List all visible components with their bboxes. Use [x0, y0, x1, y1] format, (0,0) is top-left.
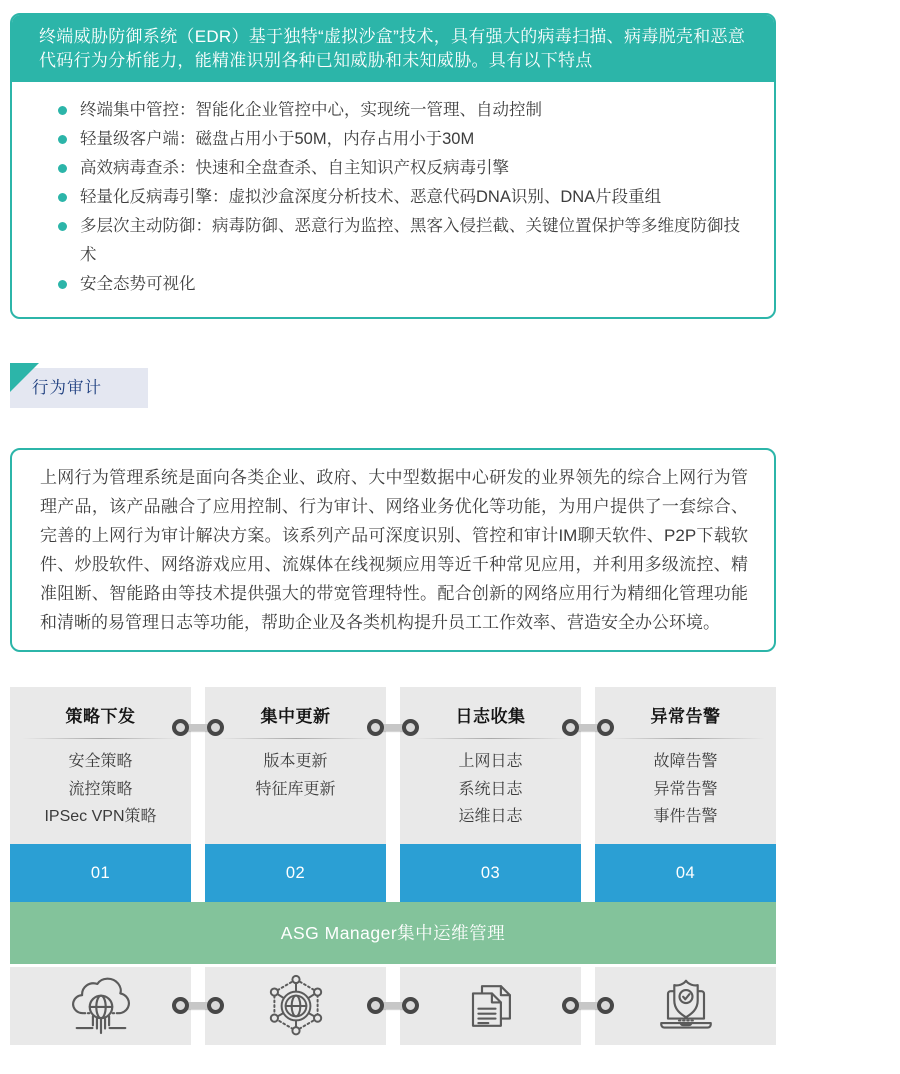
- edr-feature: [58, 183, 740, 212]
- bullet-dot-icon: [58, 135, 67, 144]
- column-item: 故障告警: [653, 753, 718, 770]
- column-item: 系统日志: [458, 780, 523, 798]
- divider: [412, 738, 570, 739]
- divider: [217, 738, 375, 739]
- diagram-column-update: [205, 687, 386, 844]
- link-connector-icon: [367, 997, 419, 1014]
- step-number-badge: 01: [10, 844, 191, 902]
- column-title: 策略下发: [65, 707, 136, 726]
- column-item: 流控策略: [68, 780, 133, 798]
- section-label-behavior-audit: [10, 368, 148, 408]
- edr-feature-text: 多层次主动防御：病毒防御、恶意行为监控、黑客入侵拦截、关键位置保护等多维度防御技术: [80, 217, 740, 264]
- column-item-list: [400, 748, 581, 831]
- icon-cell: [400, 967, 581, 1045]
- edr-feature-list: [12, 82, 774, 317]
- bullet-dot-icon: [58, 193, 67, 202]
- edr-feature: [58, 212, 740, 270]
- edr-feature: [58, 125, 740, 154]
- icon-cell: [205, 967, 386, 1045]
- column-item: 版本更新: [263, 753, 328, 770]
- link-connector-icon: [562, 719, 614, 736]
- column-item-list: [205, 748, 386, 803]
- column-item: 异常告警: [653, 780, 718, 798]
- icon-cell: [10, 967, 191, 1045]
- asg-manager-footer-bar: ASG Manager集中运维管理: [10, 902, 776, 964]
- link-connector-icon: [172, 719, 224, 736]
- asg-manager-diagram: [10, 687, 776, 1045]
- edr-feature: [58, 96, 740, 125]
- documents-icon: [455, 970, 527, 1042]
- column-item: 事件告警: [653, 808, 718, 825]
- section-label-text: 行为审计: [32, 379, 102, 397]
- step-number-badge: 02: [205, 844, 386, 902]
- edr-feature-text: 终端集中管控：智能化企业管控中心，实现统一管理、自动控制: [80, 101, 542, 119]
- edr-section: [10, 13, 776, 319]
- step-number-badge: 03: [400, 844, 581, 902]
- edr-feature-text: 轻量级客户端：磁盘占用小于50M，内存占用小于30M: [80, 130, 475, 148]
- diagram-column-alerts: [595, 687, 776, 844]
- column-item-list: [10, 748, 191, 831]
- edr-feature: [58, 154, 740, 183]
- column-item: 特征库更新: [255, 780, 336, 798]
- bullet-dot-icon: [58, 106, 67, 115]
- edr-feature-text: 安全态势可视化: [80, 275, 196, 293]
- cloud-network-icon: [65, 970, 137, 1042]
- distributed-network-icon: [260, 970, 332, 1042]
- link-connector-icon: [367, 719, 419, 736]
- column-title: 集中更新: [260, 707, 331, 726]
- link-connector-icon: [172, 997, 224, 1014]
- column-item: 运维日志: [458, 808, 523, 825]
- edr-feature-text: 轻量化反病毒引擎：虚拟沙盒深度分析技术、恶意代码DNA识别、DNA片段重组: [80, 188, 662, 206]
- diagram-column-policy: [10, 687, 191, 844]
- column-title: 异常告警: [650, 707, 721, 726]
- behavior-audit-section: [10, 448, 776, 652]
- step-number-badge: 04: [595, 844, 776, 902]
- secure-laptop-icon: [650, 970, 722, 1042]
- icon-cell: [595, 967, 776, 1045]
- link-connector-icon: [562, 997, 614, 1014]
- bullet-dot-icon: [58, 222, 67, 231]
- edr-feature: [58, 270, 740, 299]
- content-column: [10, 0, 776, 1045]
- bullet-dot-icon: [58, 280, 67, 289]
- column-item: 上网日志: [458, 753, 523, 770]
- column-item: IPSec VPN策略: [44, 808, 157, 825]
- divider: [607, 738, 765, 739]
- behavior-audit-description: 上网行为管理系统是面向各类企业、政府、大中型数据中心研发的业界领先的综合上网行为管理产品，该产品融合了应用控制、行为审计、网络业务优化等功能，为用户提供了一套综合、完善的上网行为审计解决方案。该系列产品可深度识别、管控和审计IM聊天软件、P2P下载软件、炒股软件、网络游戏应用、流媒体在线视频应用等近千种常见应用，并利用多级流控、精准阻断、智能路由等技术提供强大的带宽管理特性。配合创新的网络应用行为精细化管理功能和清晰的易管理日志等功能，帮助企业及各类机构提升员工工作效率、营造安全办公环境。: [40, 468, 748, 632]
- diagram-column-logs: [400, 687, 581, 844]
- divider: [22, 738, 180, 739]
- column-item: 安全策略: [68, 753, 133, 770]
- bullet-dot-icon: [58, 164, 67, 173]
- column-item-list: [595, 748, 776, 831]
- edr-feature-text: 高效病毒查杀：快速和全盘查杀、自主知识产权反病毒引擎: [80, 159, 509, 177]
- column-title: 日志收集: [455, 707, 526, 726]
- edr-intro-banner: 终端威胁防御系统（EDR）基于独特“虚拟沙盒”技术，具有强大的病毒扫描、病毒脱壳和恶意代码行为分析能力，能精准识别各种已知威胁和未知威胁。具有以下特点: [12, 15, 774, 82]
